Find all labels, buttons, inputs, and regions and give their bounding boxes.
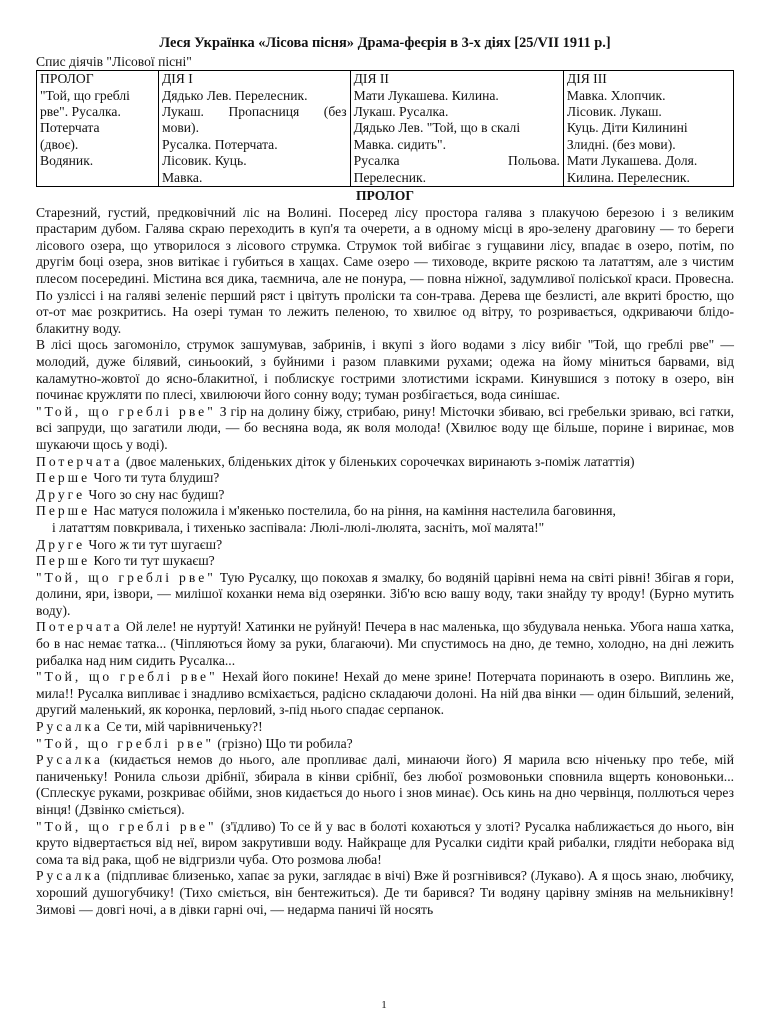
dialogue-line — [36, 619, 734, 669]
paragraph-text: Старезний, густий, предковічний ліс на Волині. Посеред лісу простора галява з плакучою березою і з великим прастарим дубом. Галява скраю переходить в куп'я та очерети, а в одному місці в яро-зелену драговину — то береги лісового озера, що утворилося з лісового струмка. Струмок той вибігає з гущавини лісу, впадає в озеро, потім, по другім боці озера, знов витікає і губиться в хащах. Саме озеро — тиховоде, вкрите ряскою та лататтям, але з чистим плесом посередині. Містина вся дика, таємнича, але не понура, — повна ніжної, задумливої поліської краси. Провесна. По узліссі і на галяві зеленіє перший ряст і цвітуть проліски та сон-трава. Дерева ще безлисті, але вкриті бростю, що от-от має розкритись. На озері туман то лежить пеленою, то хвилює од вітру, то розривається, одкриваючи блідо-блакитну воду. — [36, 204, 734, 336]
paragraph-text: (кидається немов до нього, але пропливає далі, минаючи його) Я марила всю ніченьку про тебе, мій паниченьку! Ронила сльози дрібнії, збирала в кінви срібнії, без любої розмовоньки сповнила вщерть коновоньки... (Сплескує руками, розкриває обійми, знов кидається до нього і знов минає). Ось кинь на дно червінця, поллються через вінця! (Дзвінко сміється). — [36, 752, 734, 817]
cast-line: Лісовик. Куць. — [161, 153, 247, 169]
speaker-name: Потерчата — [36, 619, 123, 635]
speaker-name: "Той, що греблі рве" — [36, 735, 215, 751]
cast-line: ДІЯ I — [161, 71, 193, 87]
dialogue-line — [36, 404, 734, 454]
cast-column-act-1 — [158, 71, 350, 187]
paragraph-text: В лісі щось загомоніло, струмок зашумував, забринів, і вкупі з його водами з лісу вибіг "Той, що греблі рве" — молодий, дуже білявий, синьоокий, з буйними і разом плавкими рухами; одежа на йому міниться барвами, від каламутно-жовтої до ясно-блакитної, і поблискує гострими злотистими іскрами. Кинувшися з потоку в озеро, він починає кружляти по плесі, хвилюючи його сонну воду; туман розбігається, вода синішає. — [36, 337, 734, 403]
cast-line: "Той, що греблі — [40, 87, 130, 103]
cast-column-act-3 — [563, 71, 733, 187]
cast-table-row — [37, 71, 734, 187]
cast-column-act-2 — [350, 71, 563, 187]
speaker-name: Русалка — [36, 719, 103, 735]
speaker-name: Друге — [36, 486, 86, 502]
cast-line: Русалка Польова. — [353, 153, 560, 169]
dialogue-continuation — [36, 520, 734, 537]
paragraph-text: (двоє маленьких, бліденьких діток у біленьких сорочечках виринають з-поміж лататтія) — [122, 453, 635, 469]
cast-column-prologue — [37, 71, 159, 187]
cast-line: Мати Лукашева. Доля. — [566, 153, 698, 169]
cast-line: Дядько Лев. "Той, що в скалі — [353, 120, 521, 136]
speaker-name: "Той, що греблі рве" — [36, 669, 218, 685]
paragraph-text: і лататтям повкривала, і тихенько заспівала: Люлі-люлі-люлята, засніть, мої малята!" — [52, 519, 545, 535]
dialogue-line — [36, 503, 734, 520]
paragraph-text: Се ти, мій чарівниченьку?! — [102, 719, 263, 735]
speaker-name: Перше — [36, 553, 91, 569]
paragraph-text: Чого ж ти тут шугаєш? — [85, 536, 223, 552]
dialogue-line — [36, 736, 734, 753]
paragraph-text: Нехай його покине! Нехай до мене зрине! Потерчата поринають в озеро. Виплинь же, мила!! Русалка випливає і знадливо всміхається, радісно складаючи долоні. На ній два вінки — один більший, зелений, другий маленький, як коронка, перловий, з-під нього спадає серпанок. — [36, 669, 734, 718]
speaker-name: "Той, що греблі рве" — [36, 569, 216, 585]
cast-line: Дядько Лев. Перелесник. — [161, 87, 308, 103]
cast-line: Лукаш. Русалка. — [353, 104, 449, 119]
dialogue-line — [36, 537, 734, 554]
cast-line: рве". Русалка. — [40, 104, 121, 119]
dialogue-line — [36, 819, 734, 869]
paragraph-text: Тую Русалку, що покохав я змалку, бо водяній царівні нема на світі рівні! Збігав я гори, долини, яри, ізвори, — милішої коханки нема від озерянки. Зіб'ю всю вашу воду, таки знайду ту вроду! (Бурно мутить воду). — [36, 569, 734, 618]
prologue-text — [36, 205, 734, 919]
dialogue-line — [36, 570, 734, 620]
speaker-name: Перше — [36, 470, 91, 486]
cast-table — [36, 70, 734, 187]
page-number: 1 — [381, 999, 387, 1011]
speaker-name: Русалка — [36, 868, 103, 884]
cast-line: Лісовик. Лукаш. — [566, 104, 662, 119]
cast-line: Русалка. Потерчата. — [161, 136, 278, 152]
dialogue-line — [36, 553, 734, 570]
stage-direction — [36, 205, 734, 338]
cast-line: Мавка. Хлопчик. — [566, 87, 666, 103]
dialogue-line — [36, 868, 734, 918]
speaker-name: Русалка — [36, 752, 103, 768]
cast-line: Куць. Діти Килинині — [566, 120, 688, 136]
cast-line: Мавка. сидить". — [353, 136, 446, 152]
cast-line: ПРОЛОГ — [40, 71, 94, 87]
dialogue-line — [36, 487, 734, 504]
paragraph-text: (грізно) Що ти робила? — [214, 735, 353, 751]
document-title: Леся Українка «Лісова пісня» Драма-феєрія в 3-х діях [25/VII 1911 р.] — [159, 35, 611, 51]
cast-list-caption: Спис діячів "Лісової пісні" — [36, 53, 192, 69]
speaker-name: Потерчата — [36, 453, 123, 469]
paragraph-text: Нас матуся положила і м'якенько постелила, бо на ріння, на каміння настелила баговиння, — [90, 503, 616, 519]
speaker-name: Друге — [36, 536, 86, 552]
paragraph-text: Чого зо сну нас будиш? — [85, 486, 225, 502]
cast-line: (двоє). — [40, 136, 79, 152]
dialogue-line — [36, 470, 734, 487]
cast-line: Перелесник. — [353, 169, 427, 185]
paragraph-text: (з'їдливо) То се й у вас в болоті кохаються у злоті? Русалка наближається до нього, він круто відвертається від неї, виром закрутивши воду. Найкраще для Русалки сидіти край рибалки, глядіти неборака від сома та від рака, щоб не відгризли чуба. Ото розмова люба! — [36, 818, 734, 867]
dialogue-line — [36, 752, 734, 818]
document-page — [36, 35, 734, 918]
speaker-name: "Той, що греблі рве" — [36, 818, 217, 834]
cast-line: мови). — [161, 120, 199, 136]
speaker-name: "Той, що греблі рве" — [36, 403, 216, 419]
paragraph-text: (підпливає близенько, хапає за руки, заглядає в вічі) Вже й розгнівився? (Лукаво). А я щось знаю, любчику, хороший душогубчику! (Тихо сміється, він бентежиться). Де ти барився? Ти водяну царівну зміняв на мельниківну! Зимові — довгі ночі, а в дівки гарні очі, — недарма паничі їй носять — [36, 868, 734, 917]
prologue-heading: ПРОЛОГ — [355, 188, 415, 204]
cast-line: ДІЯ III — [566, 71, 607, 87]
cast-line: Водяник. — [40, 153, 94, 169]
cast-line: ДІЯ II — [353, 71, 389, 87]
dialogue-line — [36, 454, 734, 471]
cast-line: Килина. Перелесник. — [566, 169, 690, 185]
paragraph-text: З гір на долину біжу, стрибаю, рину! Місточки збиваю, всі гребельки зриваю, всі гатки, всі запруди, що загатили люди, — бо весняна вода, як воля молода! (Хвилює воду ще більше, порине і виринає, мов шукаючи щось у воді). — [36, 403, 734, 452]
paragraph-text: Ой леле! не нуртуй! Хатинки не руйнуй! Печера в нас маленька, що збудувала ненька. Убога наша хатка, бо в нас немає татка... (Чіпляються йому за руки, благаючи). Ми спустимось на дно, де темно, холодно, на дні лежить рибалка над ним сидить Русалка... — [36, 619, 734, 668]
dialogue-line — [36, 669, 734, 719]
stage-direction — [36, 337, 734, 403]
cast-line: Мати Лукашева. Килина. — [353, 87, 499, 103]
cast-line: Потерчата — [40, 120, 100, 136]
paragraph-text: Кого ти тут шукаєш? — [90, 553, 215, 569]
dialogue-line — [36, 719, 734, 736]
speaker-name: Перше — [36, 503, 91, 519]
cast-line: Злидні. (без мови). — [566, 136, 676, 152]
cast-line: Мавка. — [161, 169, 203, 185]
paragraph-text: Чого ти тута блудиш? — [90, 470, 220, 486]
cast-line: Лукаш. Пропасниця (без — [161, 104, 347, 119]
